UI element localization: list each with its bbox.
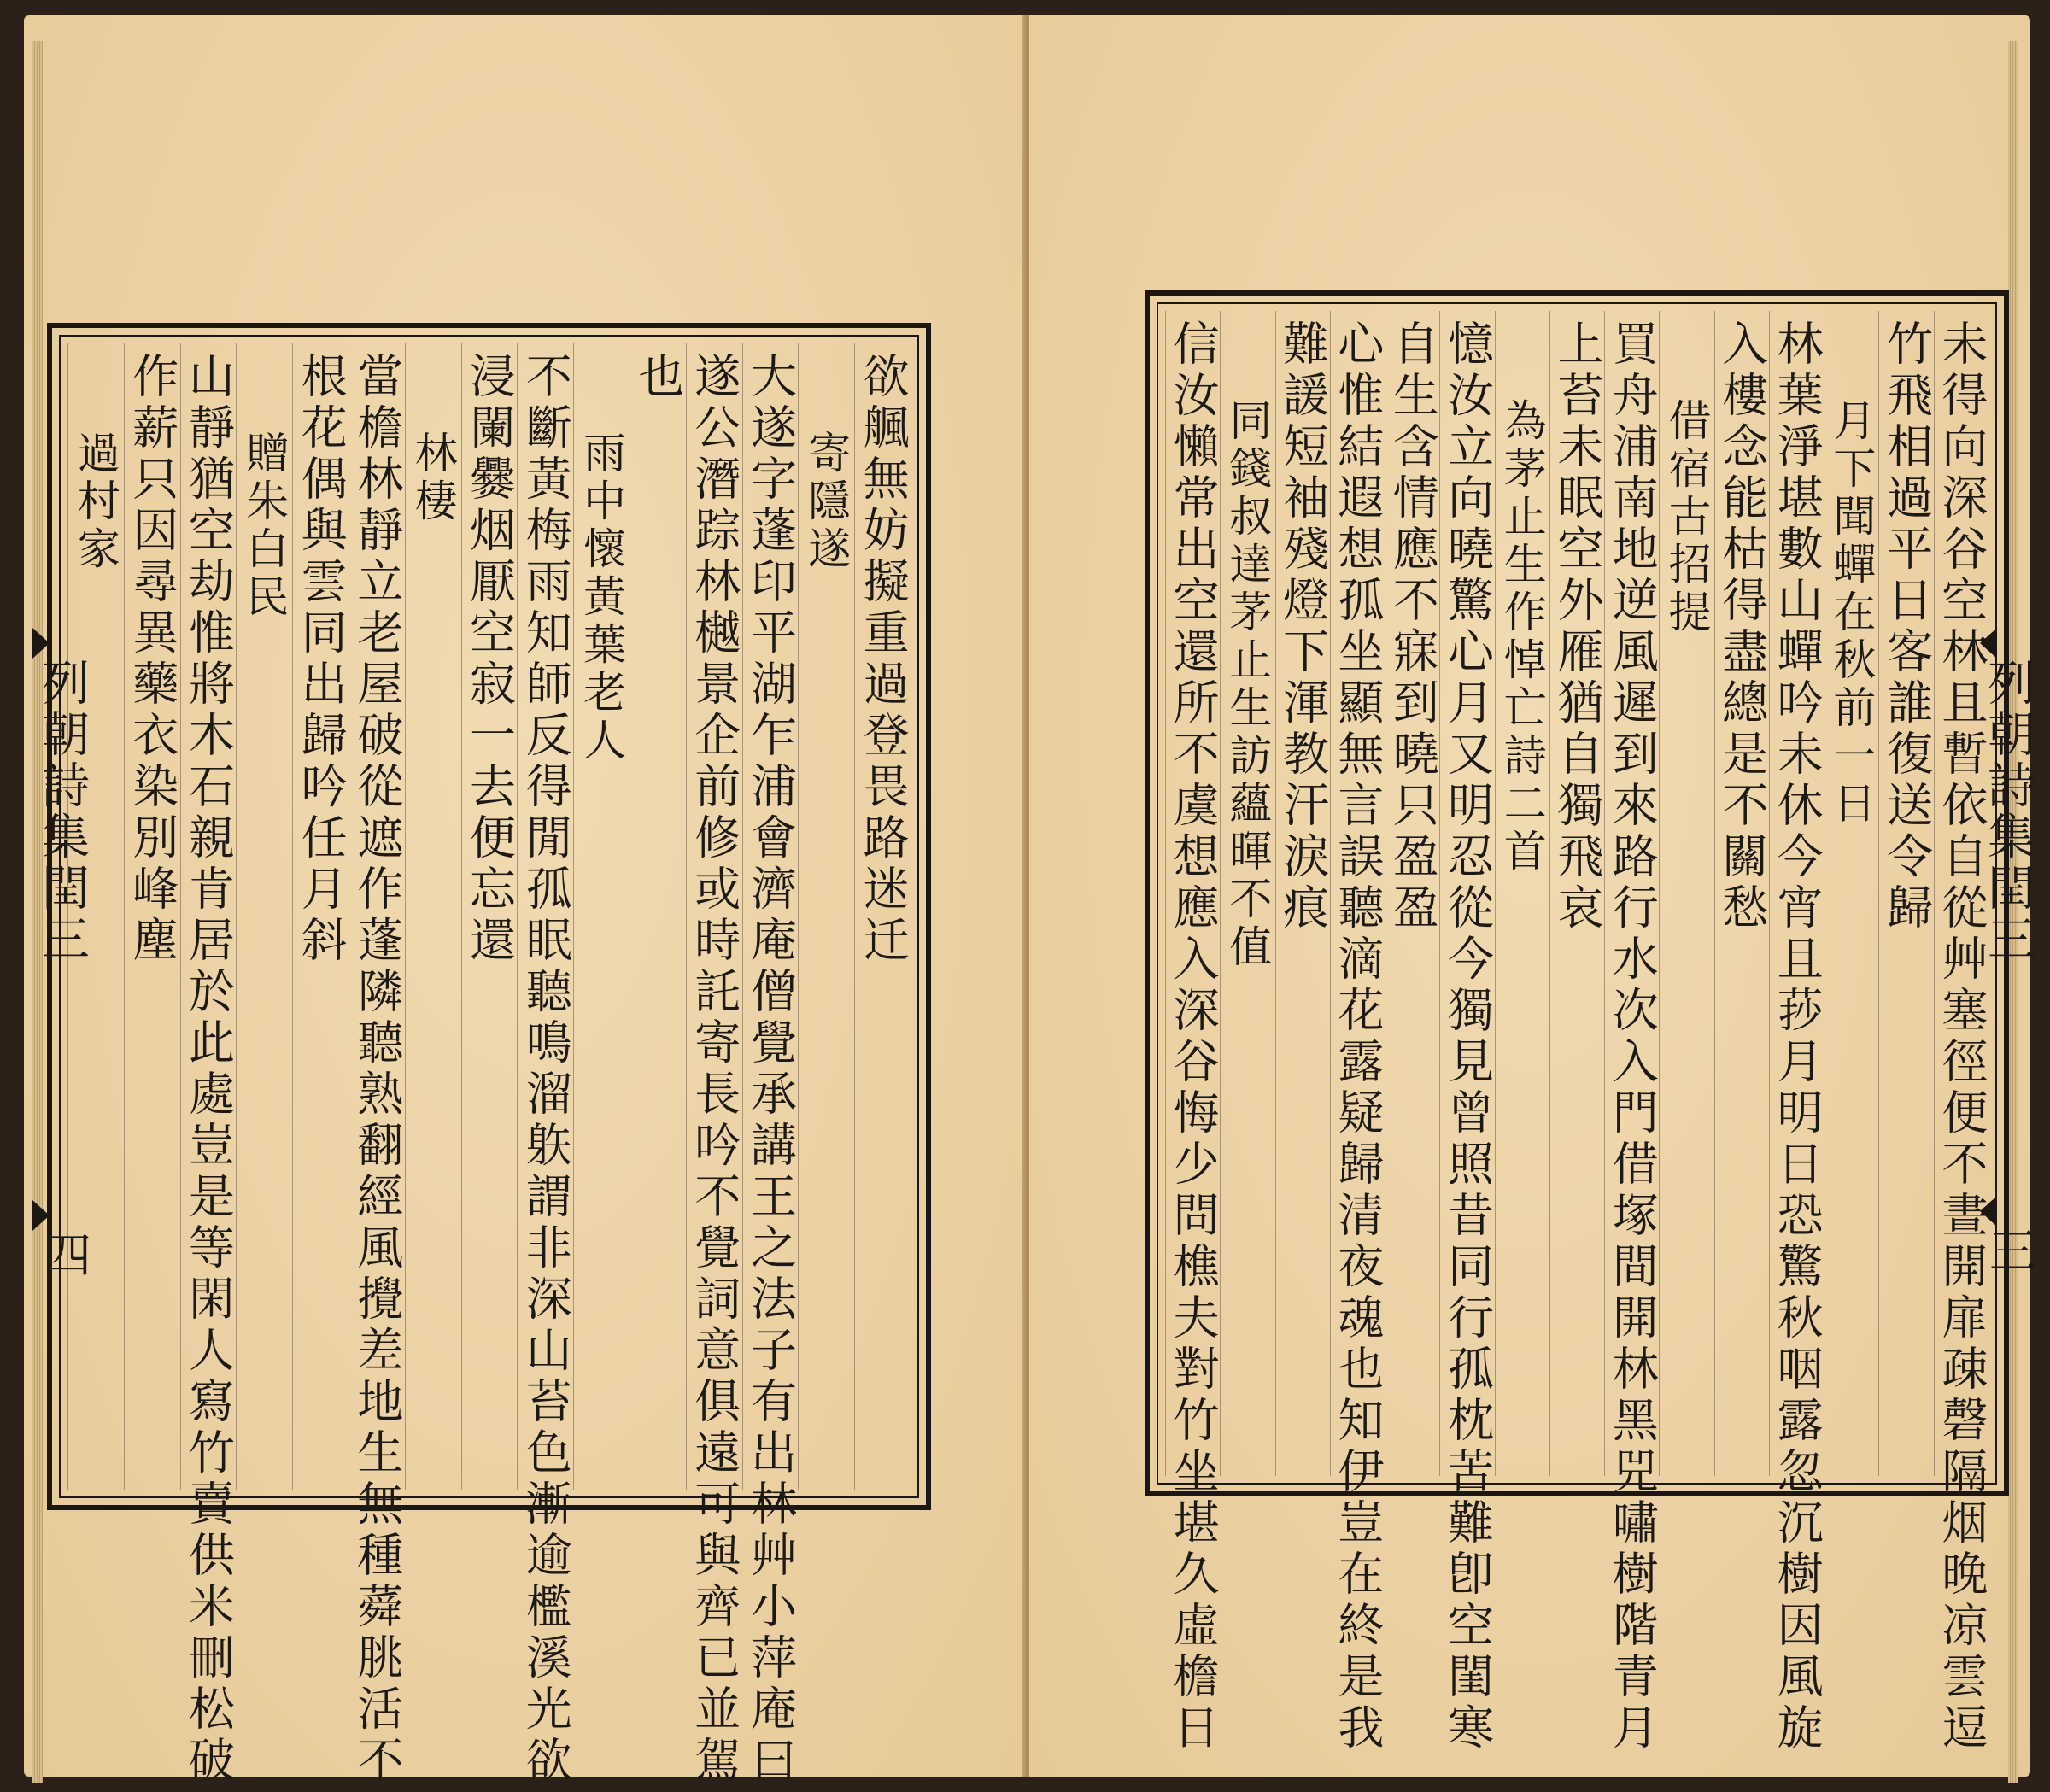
left-column-rule <box>292 343 293 1490</box>
right-column-rule <box>1439 311 1440 1476</box>
right-column-rule <box>1714 311 1715 1476</box>
left-column-rule <box>798 343 799 1490</box>
right-poem-title: 為茅止生作悼亡詩二首 <box>1496 398 1547 876</box>
right-text-column: 竹飛相過平日客誰復送令歸 <box>1879 319 1934 934</box>
right-fold-mark-bottom <box>1980 1196 1997 1227</box>
right-column-rule <box>1495 311 1496 1476</box>
left-text-column: 欲䑺無妨擬重過登畏路迷迁 <box>856 352 911 967</box>
right-text-column: 林葉淨堪數山蟬吟未休今宵且莏月明日恐驚秋咽露忽沉樹因風旋 <box>1770 319 1824 1754</box>
left-column-rule <box>348 343 349 1490</box>
left-column-rule <box>405 343 406 1490</box>
right-text-column: 入樓念能枯得盡總是不關愁 <box>1714 319 1769 934</box>
right-spine-title: 列朝詩集閏三 <box>1980 658 2035 965</box>
left-poem-title: 林棲 <box>407 430 458 526</box>
left-text-column: 浸闌爨烟厭空寂一去便忘還 <box>462 352 517 967</box>
left-text-column: 作薪只因尋異藥衣染別峰塵 <box>125 352 179 967</box>
right-poem-title: 同錢叔達茅止生訪蘊暉不值 <box>1222 398 1273 972</box>
left-column-rule <box>686 343 687 1490</box>
left-fold-mark-top <box>32 628 50 659</box>
left-fold-mark-bottom <box>32 1200 50 1231</box>
left-text-column: 大遂字蓬印平湖乍浦會濟庵僧覺承講王之法子有出林艸小萍庵曰 <box>743 352 798 1787</box>
right-text-column: 未得向深谷空林且暫依自從艸塞徑便不晝開扉疎磬隔烟晚凉雲逗 <box>1934 319 1988 1754</box>
left-column-rule <box>742 343 743 1490</box>
left-text-column: 也 <box>630 352 685 403</box>
left-column-rule <box>573 343 574 1490</box>
left-text-column: 遂公潛踪林樾景企前修或時託寄長吟不覺詞意俱遠可與齊已並駕 <box>687 352 741 1787</box>
right-text-column: 信汝懶常出空還所不虞想應入深谷悔少問樵夫對竹坐堪久虛檐日 <box>1166 319 1221 1754</box>
right-text-column: 上苔未眠空外雁猶自獨飛哀 <box>1550 319 1604 934</box>
left-column-rule <box>854 343 855 1490</box>
right-column-rule <box>1878 311 1879 1476</box>
right-column-rule <box>1549 311 1550 1476</box>
right-spine-page: 三 <box>1982 1226 2037 1277</box>
left-column-rule <box>124 343 125 1490</box>
left-text-column: 當檐林靜立老屋破從遮作蓬隣聽熟翻經風攪差地生無種蕣朓活不 <box>349 352 404 1787</box>
right-column-rule <box>1604 311 1605 1476</box>
left-column-rule <box>180 343 181 1490</box>
left-text-column: 不斷黃梅雨知師反得閒孤眠聽鳴溜䠶謂非深山苔色漸逾檻溪光欲 <box>518 352 573 1787</box>
right-poem-title: 月下聞蟬在秋前一日 <box>1826 398 1877 829</box>
right-column-rule <box>1934 311 1935 1476</box>
left-poem-title: 過村家 <box>70 430 120 574</box>
left-text-column: 山靜猶空劫惟將木石親肯居於此處豈是等閑人寫竹賣供米刪松破 <box>181 352 236 1787</box>
left-poem-title: 雨中懷黃葉老人 <box>577 430 627 765</box>
left-text-frame <box>47 323 931 1787</box>
left-spine-page: 四 <box>36 1230 91 1281</box>
right-column-rule <box>1165 311 1166 1476</box>
right-column-rule <box>1330 311 1331 1476</box>
right-text-column: 買舟浦南地逆風遲到來路行水次入門借塚間開林黑兕嘯樹階青月 <box>1605 319 1660 1754</box>
left-text-column: 根花偶與雲同出歸吟任月斜 <box>294 352 348 967</box>
left-spine-title: 列朝詩集閏三 <box>34 658 90 965</box>
left-column-rule <box>236 343 237 1490</box>
left-column-rule <box>461 343 462 1490</box>
right-column-rule <box>1220 311 1221 1476</box>
right-poem-title: 借宿古招提 <box>1661 398 1712 637</box>
right-text-column: 難諼短袖殘燈下渾教汗淚痕 <box>1275 319 1330 934</box>
right-column-rule <box>1275 311 1276 1476</box>
right-column-rule <box>1659 311 1660 1476</box>
right-text-column: 心惟結遐想孤坐顯無言誤聽滴花露疑歸清夜魂也知伊豈在終是我 <box>1330 319 1385 1754</box>
left-poem-title: 贈朱白民 <box>239 430 290 622</box>
right-text-frame <box>1145 290 2009 1754</box>
right-text-column: 憶汝立向曉驚心月又明忍從今獨見曾照昔同行孤枕苦難卽空閨寒 <box>1440 319 1495 1754</box>
left-poem-title: 寄隱遂 <box>801 430 852 574</box>
right-fold-mark-top <box>1980 628 1997 659</box>
left-column-rule <box>517 343 518 1490</box>
right-column-rule <box>1769 311 1770 1476</box>
right-text-column: 自生含情應不寐到曉只盈盈 <box>1385 319 1440 934</box>
